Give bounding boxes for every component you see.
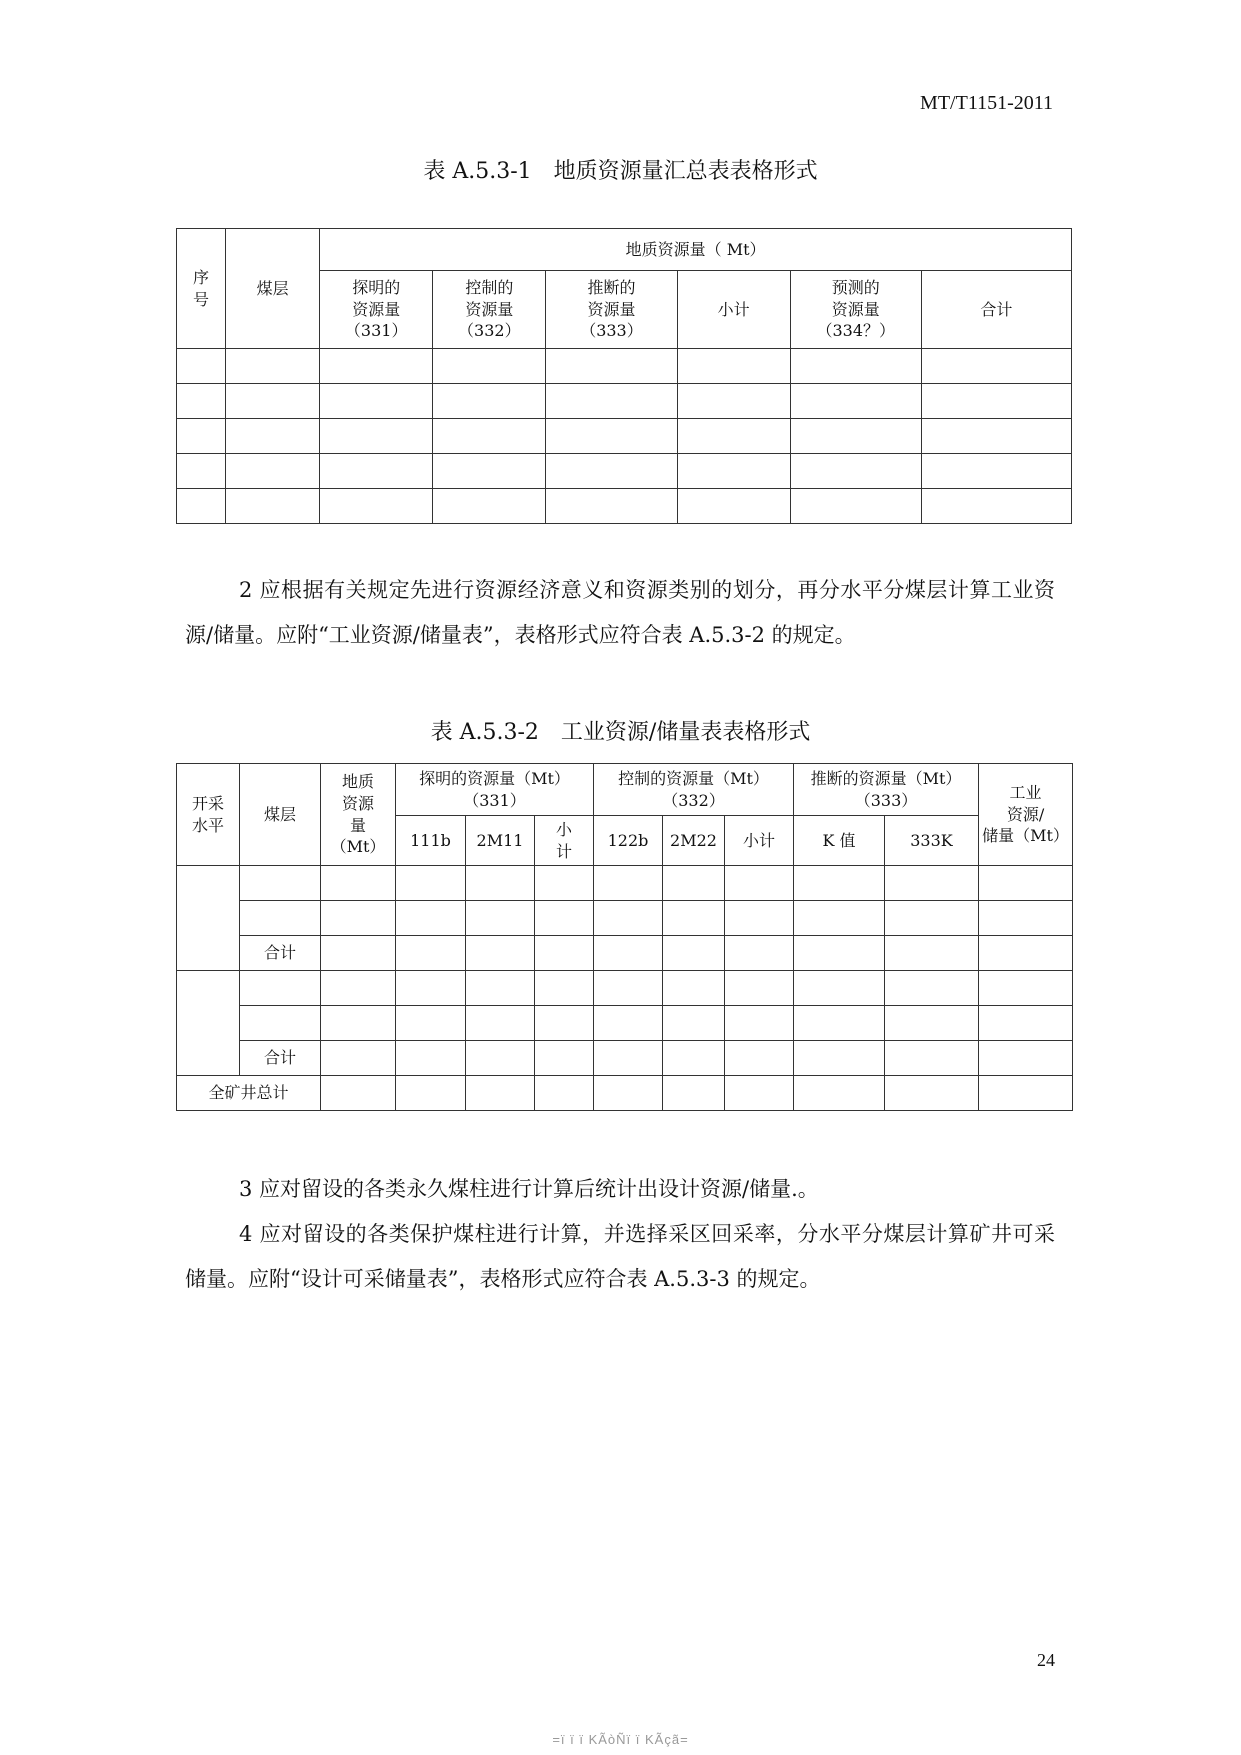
paragraph-2: 2 应根据有关规定先进行资源经济意义和资源类别的划分，再分水平分煤层计算工业资源/储量。应附“工业资源/储量表”，表格形式应符合表 A.5.3-2 的规定。 (185, 578, 1055, 647)
row-total-2: 合计 (240, 1041, 321, 1076)
table-row (177, 1076, 1073, 1111)
header-333: 推断的 资源量 （333） (546, 271, 677, 349)
industrial-reserves-table (176, 763, 1073, 1111)
header-industrial-reserves: 工业 资源/ 储量（Mt） (979, 764, 1073, 866)
header-total: 合计 (921, 271, 1071, 349)
header-mining-level: 开采 水平 (177, 764, 240, 866)
table1-caption: 表 A.5.3-1 地质资源量汇总表表格形式 (423, 159, 818, 184)
paragraph-3: 3 应对留设的各类永久煤柱进行计算后统计出设计资源/储量.。 (239, 1177, 819, 1201)
header-331: 探明的 资源量 （331） (320, 271, 433, 349)
table-row (177, 419, 1072, 454)
page-number: 24 (1037, 1650, 1055, 1670)
header-334: 预测的 资源量 （334？） (790, 271, 921, 349)
table-row (177, 936, 1073, 971)
header-111b: 111b (396, 816, 466, 866)
row-mine-total: 全矿井总计 (177, 1076, 321, 1111)
header-122b: 122b (594, 816, 663, 866)
header-group-331: 探明的资源量（Mt） （331） (396, 764, 594, 816)
table-row (177, 901, 1073, 936)
header-group-332: 控制的资源量（Mt） （332） (594, 764, 794, 816)
header-333K: 333K (885, 816, 979, 866)
table-row (177, 866, 1073, 901)
geological-resource-summary-table (176, 228, 1072, 524)
header-geological-resource: 地质 资源 量 （Mt） (321, 764, 396, 866)
table2-caption: 表 A.5.3-2 工业资源/储量表表格形式 (430, 720, 811, 745)
document-code: MT/T1151-2011 (920, 92, 1053, 114)
header-group-333: 推断的资源量（Mt） （333） (794, 764, 979, 816)
table-row (177, 349, 1072, 384)
header-seq: 序 号 (177, 229, 226, 349)
header-332: 控制的 资源量 （332） (433, 271, 546, 349)
table-row (177, 384, 1072, 419)
row-total-1: 合计 (240, 936, 321, 971)
header-k-value: K 值 (794, 816, 885, 866)
footer-watermark-text: =ï ï ï KÃòÑï ï KÃçã= (552, 1732, 689, 1747)
header-2M22: 2M22 (663, 816, 725, 866)
table-row (177, 971, 1073, 1006)
table-row (177, 489, 1072, 524)
table-row (177, 1006, 1073, 1041)
header-subtotal-332: 小计 (725, 816, 794, 866)
table-row (177, 454, 1072, 489)
paragraph-4: 4 应对留设的各类保护煤柱进行计算，并选择采区回采率，分水平分煤层计算矿井可采储量。应附“设计可采储量表”，表格形式应符合表 A.5.3-3 的规定。 (185, 1222, 1055, 1291)
header-subtotal: 小计 (677, 271, 790, 349)
header-subtotal-331: 小 计 (535, 816, 594, 866)
header-seam: 煤层 (240, 764, 321, 866)
header-seam: 煤层 (226, 229, 320, 349)
table-row (177, 1041, 1073, 1076)
header-geological-resources: 地质资源量（ Mt） (320, 229, 1072, 271)
header-2M11: 2M11 (466, 816, 535, 866)
